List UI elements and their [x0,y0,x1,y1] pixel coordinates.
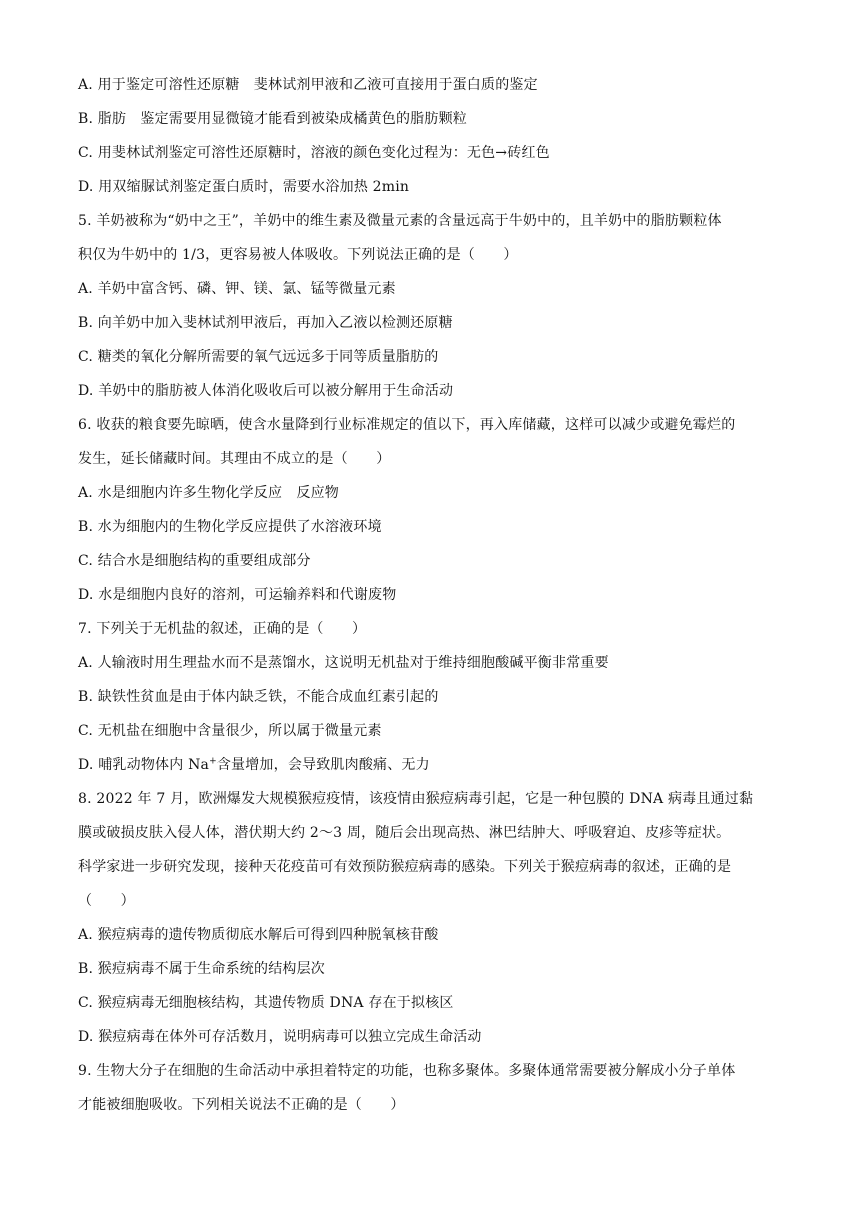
question-9-stem-line-2: 才能被细胞吸收。下列相关说法不正确的是（ ） [78,1097,405,1113]
option-7a: A. 人输液时用生理盐水而不是蒸馏水，这说明无机盐对于维持细胞酸碱平衡非常重要 [78,655,609,671]
question-9-stem-line-1: 9. 生物大分子在细胞的生命活动中承担着特定的功能，也称多聚体。多聚体通常需要被分解成小分子单体 [78,1063,736,1079]
option-6b: B. 水为细胞内的生物化学反应提供了水溶液环境 [78,519,382,535]
option-5a: A. 羊奶中富含钙、磷、钾、镁、氯、锰等微量元素 [78,281,396,297]
option-8d: D. 猴痘病毒在体外可存活数月，说明病毒可以独立完成生命活动 [78,1029,482,1045]
option-7b: B. 缺铁性贫血是由于体内缺乏铁，不能合成血红素引起的 [78,689,439,705]
question-5-stem-line-2: 积仅为牛奶中的 1/3，更容易被人体吸收。下列说法正确的是（ ） [78,247,518,263]
question-5-stem-line-1: 5. 羊奶被称为“奶中之王”，羊奶中的维生素及微量元素的含量远高于牛奶中的，且羊奶中的脂肪颗粒体 [78,213,722,229]
option-8b: B. 猴痘病毒不属于生命系统的结构层次 [78,961,325,977]
option-4b: B. 脂肪 鉴定需要用显微镜才能看到被染成橘黄色的脂肪颗粒 [78,111,467,127]
question-6-stem-line-2: 发生，延长储藏时间。其理由不成立的是（ ） [78,451,391,467]
option-6c: C. 结合水是细胞结构的重要组成部分 [78,553,311,569]
option-4d: D. 用双缩脲试剂鉴定蛋白质时，需要水浴加热 2min [78,179,410,195]
sodium-ion-charge: + [209,756,217,767]
option-4c: C. 用斐林试剂鉴定可溶性还原糖时，溶液的颜色变化过程为：无色→砖红色 [78,145,550,161]
option-5b: B. 向羊奶中加入斐林试剂甲液后，再加入乙液以检测还原糖 [78,315,453,331]
option-7d-head: D. 哺乳动物体内 Na [78,757,210,773]
option-7d-tail: 含量增加，会导致肌肉酸痛、无力 [216,757,430,773]
question-6-stem-line-1: 6. 收获的粮食要先晾晒，使含水量降到行业标准规定的值以下，再入库储藏，这样可以减少或避免霉烂的 [78,417,736,433]
option-8a: A. 猴痘病毒的遗传物质彻底水解后可得到四种脱氧核苷酸 [78,927,439,943]
option-8c: C. 猴痘病毒无细胞核结构，其遗传物质 DNA 存在于拟核区 [78,995,454,1011]
option-6d: D. 水是细胞内良好的溶剂，可运输养料和代谢废物 [78,587,397,603]
option-7c: C. 无机盐在细胞中含量很少，所以属于微量元素 [78,723,382,739]
question-8-stem-line-3: 科学家进一步研究发现，接种天花疫苗可有效预防猴痘病毒的感染。下列关于猴痘病毒的叙述，正确的是 [78,859,732,875]
question-8-stem-line-4: （ ） [78,893,135,909]
option-5d: D. 羊奶中的脂肪被人体消化吸收后可以被分解用于生命活动 [78,383,454,399]
question-8-stem-line-2: 膜或破损皮肤入侵人体，潜伏期大约 2～3 周，随后会出现高热、淋巴结肿大、呼吸窘迫、皮疹等症状。 [78,825,731,841]
option-7d [78,748,782,782]
option-5c: C. 糖类的氧化分解所需要的氧气远远多于同等质量脂肪的 [78,349,439,365]
option-4a: A. 用于鉴定可溶性还原糖 斐林试剂甲液和乙液可直接用于蛋白质的鉴定 [78,77,538,93]
question-7-stem: 7. 下列关于无机盐的叙述，正确的是（ ） [78,621,367,637]
option-6a: A. 水是细胞内许多生物化学反应 反应物 [78,485,340,501]
question-8-stem-line-1: 8. 2022 年 7 月，欧洲爆发大规模猴痘疫情，该疫情由猴痘病毒引起，它是一种包膜的 DNA 病毒且通过黏 [78,791,754,807]
